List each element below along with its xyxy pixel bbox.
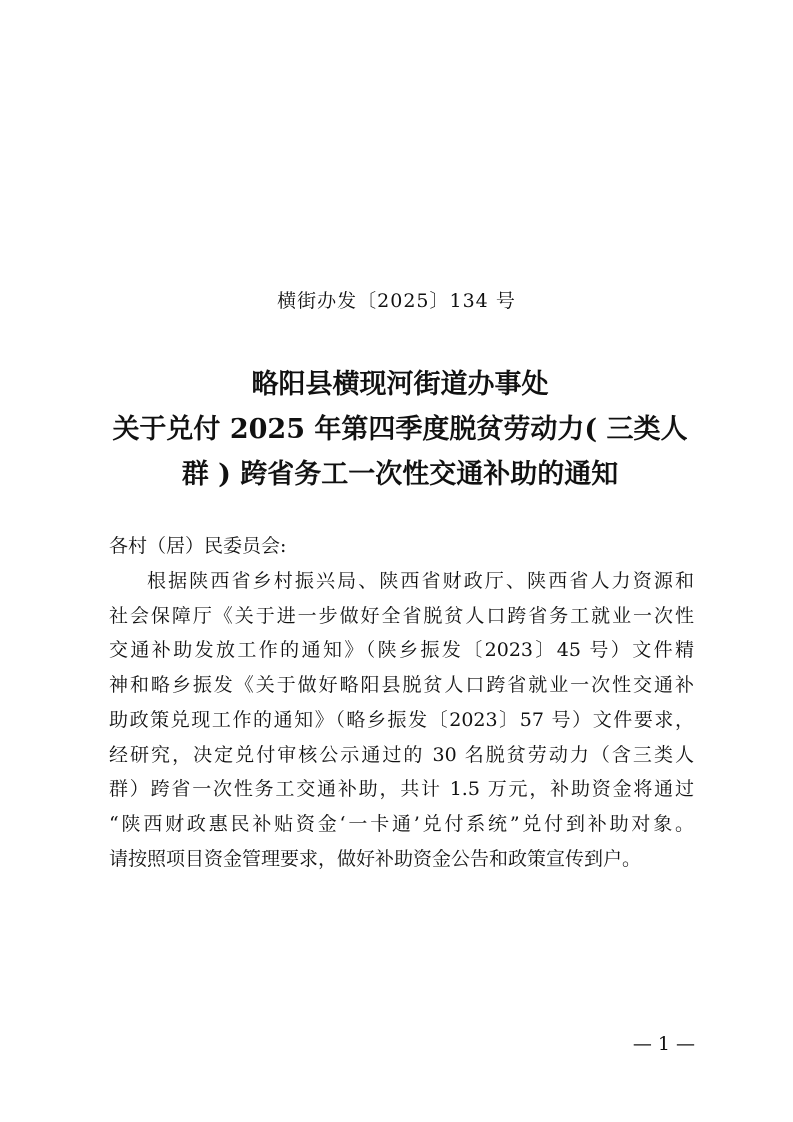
body-line-8: “陕西财政惠民补贴资金‘一卡通’兑付系统”兑付到补助对象。 bbox=[109, 812, 694, 835]
body-line-4: 神和略乡振发《关于做好略阳县脱贫人口跨省就业一次性交通补 bbox=[109, 674, 694, 697]
body-line-7: 群）跨省一次性务工交通补助，共计 1.5 万元，补助资金将通过 bbox=[109, 778, 694, 801]
body-line-3: 交通补助发放工作的通知》（陕乡振发〔2023〕45 号）文件精 bbox=[109, 639, 694, 662]
salutation: 各村（居）民委员会: bbox=[109, 535, 287, 557]
body-line-2: 社会保障厅《关于进一步做好全省脱贫人口跨省务工就业一次性 bbox=[109, 604, 694, 627]
title-line-1: 略阳县横现河街道办事处 bbox=[251, 369, 549, 400]
page-number: — 1 — bbox=[632, 1033, 695, 1055]
body-line-9: 请按照项目资金管理要求，做好补助资金公告和政策宣传到户。 bbox=[109, 847, 642, 870]
document-number: 横街办发〔2025〕134 号 bbox=[277, 290, 516, 312]
document-title bbox=[100, 362, 700, 497]
body-line-5: 助政策兑现工作的通知》（略乡振发〔2023〕57 号）文件要求， bbox=[109, 708, 694, 731]
title-line-3: 群 ) 跨省务工一次性交通补助的通知 bbox=[181, 459, 619, 490]
body-line-6: 经研究，决定兑付审核公示通过的 30 名脱贫劳动力（含三类人 bbox=[109, 743, 694, 766]
body-paragraph bbox=[109, 564, 694, 876]
body-line-1: 根据陕西省乡村振兴局、陕西省财政厅、陕西省人力资源和 bbox=[147, 570, 694, 592]
title-line-2: 关于兑付 2025 年第四季度脱贫劳动力( 三类人 bbox=[112, 414, 688, 445]
